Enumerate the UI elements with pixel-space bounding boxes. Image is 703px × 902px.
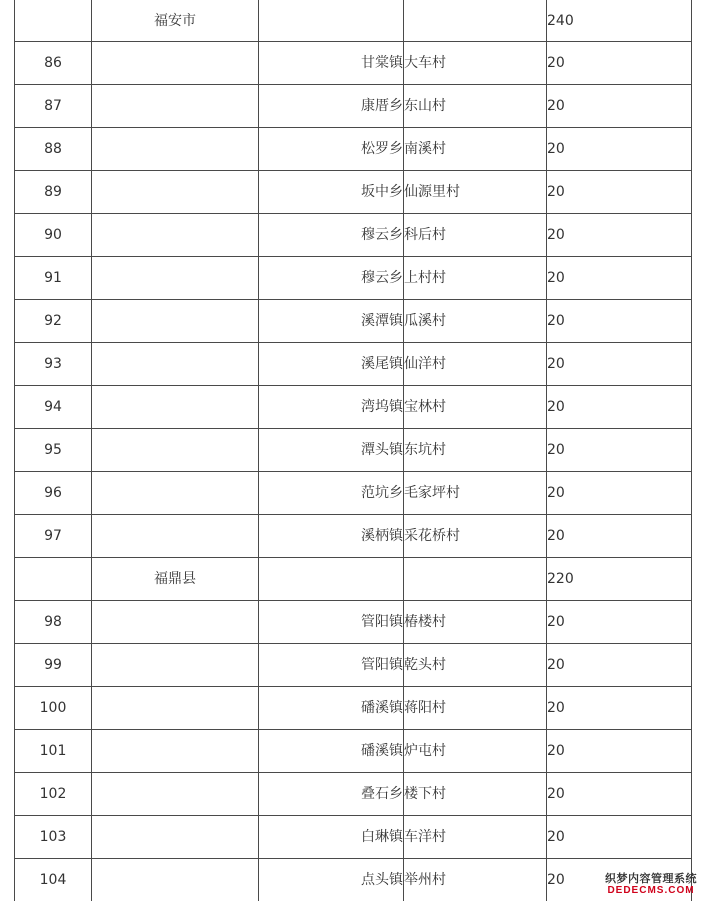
cell-number: 90 bbox=[15, 214, 92, 257]
dedecms-watermark bbox=[605, 873, 697, 896]
cell-village bbox=[404, 558, 547, 601]
cell-number: 102 bbox=[15, 773, 92, 816]
cell-village: 宝林村 bbox=[404, 386, 547, 429]
table-row bbox=[15, 515, 692, 558]
table-row bbox=[15, 429, 692, 472]
cell-number: 89 bbox=[15, 171, 92, 214]
cell-town: 溪柄镇 bbox=[259, 515, 404, 558]
allocation-table bbox=[14, 0, 692, 901]
cell-town: 磻溪镇 bbox=[259, 687, 404, 730]
cell-village: 上村村 bbox=[404, 257, 547, 300]
cell-amount: 20 bbox=[547, 429, 692, 472]
cell-amount: 20 bbox=[547, 472, 692, 515]
cell-village: 南溪村 bbox=[404, 128, 547, 171]
cell-village: 车洋村 bbox=[404, 816, 547, 859]
cell-number: 92 bbox=[15, 300, 92, 343]
cell-town: 穆云乡 bbox=[259, 214, 404, 257]
cell-city bbox=[92, 687, 259, 730]
table-row bbox=[15, 558, 692, 601]
cell-town: 范坑乡 bbox=[259, 472, 404, 515]
cell-village: 东坑村 bbox=[404, 429, 547, 472]
cell-city bbox=[92, 257, 259, 300]
cell-city bbox=[92, 515, 259, 558]
cell-number: 93 bbox=[15, 343, 92, 386]
cell-amount: 20 bbox=[547, 773, 692, 816]
cell-city bbox=[92, 343, 259, 386]
table-row bbox=[15, 128, 692, 171]
table-row bbox=[15, 171, 692, 214]
cell-amount: 20 bbox=[547, 816, 692, 859]
cell-city bbox=[92, 472, 259, 515]
cell-town: 溪潭镇 bbox=[259, 300, 404, 343]
table-row bbox=[15, 773, 692, 816]
cell-city bbox=[92, 644, 259, 687]
cell-town: 溪尾镇 bbox=[259, 343, 404, 386]
cell-town bbox=[259, 0, 404, 42]
cell-village: 蒋阳村 bbox=[404, 687, 547, 730]
cell-number bbox=[15, 0, 92, 42]
cell-town: 穆云乡 bbox=[259, 257, 404, 300]
cell-amount: 20 bbox=[547, 257, 692, 300]
table-row bbox=[15, 257, 692, 300]
cell-city bbox=[92, 730, 259, 773]
cell-town: 康厝乡 bbox=[259, 85, 404, 128]
cell-city bbox=[92, 42, 259, 85]
cell-village: 瓜溪村 bbox=[404, 300, 547, 343]
cell-number: 104 bbox=[15, 859, 92, 902]
table-row bbox=[15, 85, 692, 128]
cell-amount: 20 bbox=[547, 687, 692, 730]
cell-town: 潭头镇 bbox=[259, 429, 404, 472]
cell-city bbox=[92, 773, 259, 816]
cell-amount: 240 bbox=[547, 0, 692, 42]
cell-amount: 20 bbox=[547, 515, 692, 558]
cell-city bbox=[92, 128, 259, 171]
cell-number: 100 bbox=[15, 687, 92, 730]
cell-number: 95 bbox=[15, 429, 92, 472]
cell-number bbox=[15, 558, 92, 601]
table-row bbox=[15, 214, 692, 257]
cell-amount: 20 bbox=[547, 644, 692, 687]
cell-village: 举州村 bbox=[404, 859, 547, 902]
cell-village: 采花桥村 bbox=[404, 515, 547, 558]
cell-number: 97 bbox=[15, 515, 92, 558]
cell-town: 管阳镇 bbox=[259, 644, 404, 687]
cell-village bbox=[404, 0, 547, 42]
cell-city: 福鼎县 bbox=[92, 558, 259, 601]
cell-city bbox=[92, 300, 259, 343]
table-row bbox=[15, 0, 692, 42]
cell-number: 96 bbox=[15, 472, 92, 515]
cell-town: 白琳镇 bbox=[259, 816, 404, 859]
cell-amount: 20 bbox=[547, 128, 692, 171]
cell-number: 94 bbox=[15, 386, 92, 429]
cell-amount: 20 bbox=[547, 171, 692, 214]
cell-city bbox=[92, 429, 259, 472]
cell-amount: 220 bbox=[547, 558, 692, 601]
cell-town: 叠石乡 bbox=[259, 773, 404, 816]
watermark-line-en: DEDECMS.COM bbox=[607, 885, 695, 896]
cell-city bbox=[92, 816, 259, 859]
cell-amount: 20 bbox=[547, 214, 692, 257]
cell-number: 98 bbox=[15, 601, 92, 644]
cell-amount: 20 bbox=[547, 300, 692, 343]
cell-number: 87 bbox=[15, 85, 92, 128]
table-row bbox=[15, 601, 692, 644]
cell-village: 仙洋村 bbox=[404, 343, 547, 386]
cell-amount: 20 bbox=[547, 85, 692, 128]
cell-town: 坂中乡 bbox=[259, 171, 404, 214]
cell-city bbox=[92, 85, 259, 128]
cell-city bbox=[92, 386, 259, 429]
cell-city bbox=[92, 214, 259, 257]
table-row bbox=[15, 816, 692, 859]
cell-village: 东山村 bbox=[404, 85, 547, 128]
cell-number: 103 bbox=[15, 816, 92, 859]
watermark-line-cn: 织梦内容管理系统 bbox=[605, 871, 697, 885]
cell-amount: 20 bbox=[547, 859, 692, 902]
cell-number: 99 bbox=[15, 644, 92, 687]
cell-city bbox=[92, 171, 259, 214]
table-row bbox=[15, 386, 692, 429]
table-row bbox=[15, 859, 692, 902]
cell-town: 点头镇 bbox=[259, 859, 404, 902]
cell-town: 磻溪镇 bbox=[259, 730, 404, 773]
table-row bbox=[15, 42, 692, 85]
cell-number: 101 bbox=[15, 730, 92, 773]
table-row bbox=[15, 644, 692, 687]
table-row bbox=[15, 687, 692, 730]
cell-town: 湾坞镇 bbox=[259, 386, 404, 429]
cell-village: 科后村 bbox=[404, 214, 547, 257]
cell-village: 椿楼村 bbox=[404, 601, 547, 644]
table-row bbox=[15, 472, 692, 515]
cell-town: 甘棠镇 bbox=[259, 42, 404, 85]
cell-city: 福安市 bbox=[92, 0, 259, 42]
cell-village: 毛家坪村 bbox=[404, 472, 547, 515]
cell-town: 管阳镇 bbox=[259, 601, 404, 644]
cell-village: 乾头村 bbox=[404, 644, 547, 687]
cell-village: 楼下村 bbox=[404, 773, 547, 816]
cell-city bbox=[92, 601, 259, 644]
cell-amount: 20 bbox=[547, 601, 692, 644]
table-row bbox=[15, 730, 692, 773]
cell-amount: 20 bbox=[547, 42, 692, 85]
cell-number: 91 bbox=[15, 257, 92, 300]
cell-number: 88 bbox=[15, 128, 92, 171]
cell-village: 大车村 bbox=[404, 42, 547, 85]
cell-amount: 20 bbox=[547, 343, 692, 386]
cell-number: 86 bbox=[15, 42, 92, 85]
table-row bbox=[15, 343, 692, 386]
cell-town: 松罗乡 bbox=[259, 128, 404, 171]
cell-city bbox=[92, 859, 259, 902]
cell-amount: 20 bbox=[547, 386, 692, 429]
cell-village: 仙源里村 bbox=[404, 171, 547, 214]
cell-amount: 20 bbox=[547, 730, 692, 773]
cell-village: 炉屯村 bbox=[404, 730, 547, 773]
table-row bbox=[15, 300, 692, 343]
cell-town bbox=[259, 558, 404, 601]
